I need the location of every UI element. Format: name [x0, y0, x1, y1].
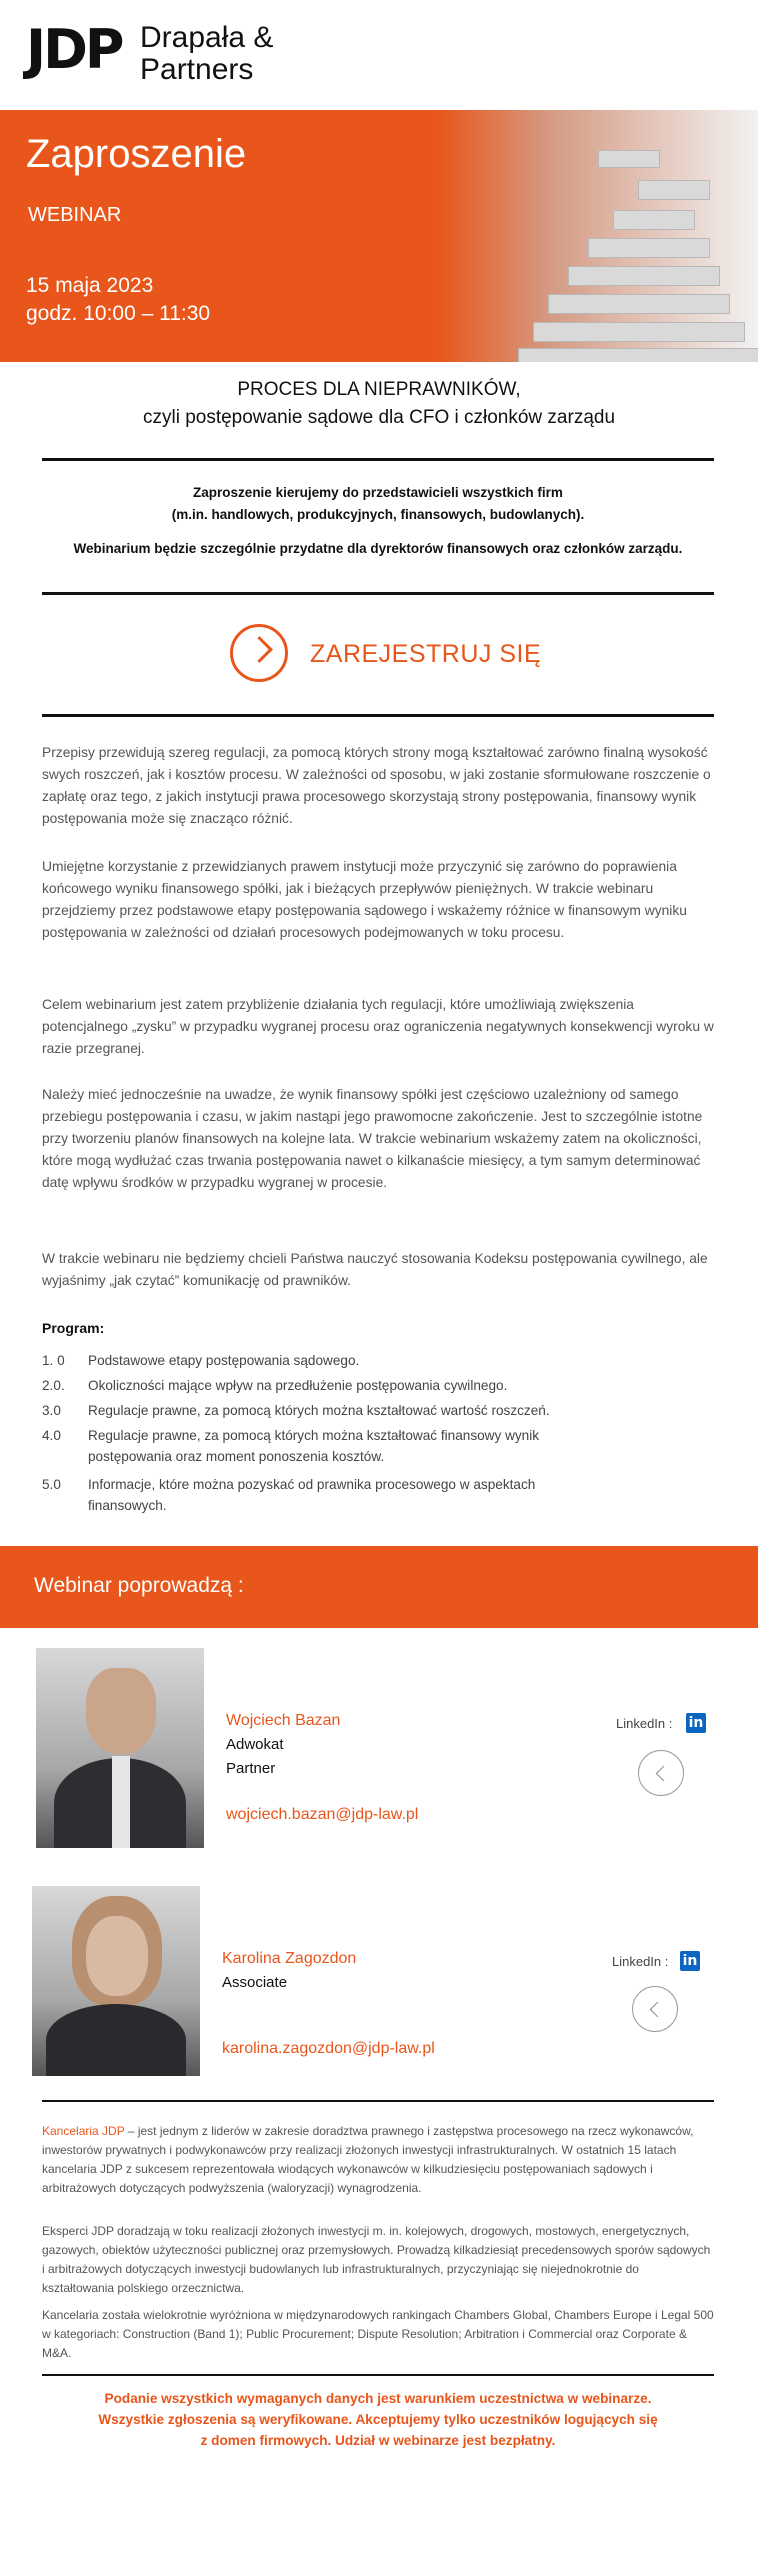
hero-banner: [0, 110, 758, 362]
divider: [42, 592, 714, 595]
body-paragraph: Należy mieć jednocześnie na uwadze, że wynik finansowy spółki jest częściowo uzależniony od samego przebiegu postępowania i czasu, w jakim nastąpi jego prawomocne zakończenie. Jest to szczególnie istotne przy tworzeniu planów finansowych na kolejne lata. W trakcie webinarium wskażemy zatem na okoliczności, które mogą wydłużać czas trwania postępowania nawet o kilkanaście miesięcy, a tym samym determinować datę wpływu środków w przypadku wygranej w procesie.: [42, 1087, 703, 1190]
hero-title: Zaproszenie: [26, 132, 247, 176]
note-line-3: z domen firmowych. Udział w webinarze jest bezpłatny.: [200, 2433, 556, 2448]
speaker-role: Partner: [226, 1760, 276, 1777]
intro-text: [42, 482, 714, 560]
intro-line-3: Webinarium będzie szczególnie przydatne dla dyrektorów finansowych oraz członków zarządu.: [73, 541, 683, 556]
program-text: Podstawowe etapy postępowania sądowego.: [88, 1353, 360, 1368]
logo-line-1: Drapała &: [140, 21, 274, 54]
body-paragraph: W trakcie webinaru nie będziemy chcieli Państwa nauczyć stosowania Kodeksu postępowania cywilnego, ale wyjaśnimy „jak czytać” komunikację od prawników.: [42, 1251, 708, 1288]
linkedin-label: LinkedIn :: [616, 1716, 673, 1731]
linkedin-icon[interactable]: in: [680, 1951, 700, 1971]
title-line-1: PROCES DLA NIEPRAWNIKÓW,: [237, 379, 521, 400]
speaker-email-link[interactable]: karolina.zagozdon@jdp-law.pl: [222, 2040, 435, 2057]
program-number: 3.0: [42, 1403, 61, 1418]
speaker-role: Associate: [222, 1974, 288, 1991]
speaker-photo: [36, 1648, 204, 1848]
divider: [42, 2100, 714, 2102]
hero-image: [438, 110, 758, 362]
linkedin-icon[interactable]: in: [686, 1713, 706, 1733]
program-item: [42, 1375, 702, 1396]
logo-mark: JDP: [26, 18, 122, 81]
program-item: [42, 1350, 702, 1371]
hero-date: 15 maja 2023: [26, 274, 154, 297]
hero-time: godz. 10:00 – 11:30: [26, 302, 211, 325]
program-item: [42, 1400, 702, 1421]
about-paragraph: Eksperci JDP doradzają w toku realizacji złożonych inwestycji m. in. kolejowych, drogowych, mostowych, energetycznych, gazowych, obiektów użyteczności publicznej oraz przemysłowych. Prowadzą kilkadziesiąt precedensowych sporów sądowych i arbitrażowych dotyczących inwestycji budowlanych lub infrastrukturalnych, przyczyniając się niejednokrotnie do kształtowania polskiego orzecznictwa.: [42, 2224, 711, 2295]
program-number: 1. 0: [42, 1353, 65, 1368]
logo-text: [140, 22, 273, 86]
hero-datetime: [26, 272, 210, 328]
program-number: 2.0.: [42, 1378, 65, 1393]
about-lead: Kancelaria JDP: [42, 2124, 125, 2138]
note-line-1: Podanie wszystkich wymaganych danych jest warunkiem uczestnictwa w webinarze.: [104, 2391, 652, 2406]
about-text: – jest jednym z liderów w zakresie doradztwa prawnego i zastępstwa procesowego na rzecz wykonawców, inwestorów prywatnych i podwykonawców przy realizacji złożonych inwestycji infrastrukturalnych. W ostatnich 15 latach kancelaria JDP z sukcesem reprezentowała wiodących wykonawców w kilkudziesięciu postępowaniach sądowych i arbitrażowych dotyczących podwyższenia (waloryzacji) wynagrodzenia.: [42, 2124, 694, 2195]
program-item: [42, 1425, 702, 1467]
page-title: [0, 376, 758, 432]
program-text: Regulacje prawne, za pomocą których można kształtować wartość roszczeń.: [88, 1403, 550, 1418]
speakers-heading: Webinar poprowadzą :: [34, 1574, 244, 1597]
program-heading: Program:: [42, 1320, 105, 1336]
speaker-email-link[interactable]: wojciech.bazan@jdp-law.pl: [226, 1806, 419, 1823]
intro-line-2: (m.in. handlowych, produkcyjnych, finansowych, budowlanych).: [171, 507, 585, 522]
register-link[interactable]: ZAREJESTRUJ SIĘ: [310, 640, 542, 668]
title-line-2: czyli postępowanie sądowe dla CFO i członków zarządu: [142, 407, 616, 428]
logo-line-2: Partners: [140, 53, 254, 86]
body-paragraph: Umiejętne korzystanie z przewidzianych prawem instytucji może przyczynić się zarówno do poprawienia końcowego wyniku finansowego spółki, jak i bieżących przepływów pieniężnych. W trakcie webinaru przejdziemy przez podstawowe etapy postępowania sądowego i wskażemy różnice w finansowym wyniku postępowania w zależności od działań procesowych podejmowanych w toku procesu.: [42, 859, 687, 940]
program-item: [42, 1474, 702, 1516]
program-text: postępowania oraz moment ponoszenia kosztów.: [88, 1449, 385, 1464]
program-text: Informacje, które można pozyskać od prawnika procesowego w aspektach: [88, 1477, 536, 1492]
program-text: Regulacje prawne, za pomocą których można kształtować finansowy wynik: [88, 1428, 540, 1443]
program-text: finansowych.: [88, 1498, 167, 1513]
about-paragraph: Kancelaria została wielokrotnie wyróżniona w międzynarodowych rankingach Chambers Global, Chambers Europe i Legal 500 w kategoriach: Construction (Band 1); Public Procurement; Dispute Resolution; Arbitration i Commercial oraz Corporate & M&A.: [42, 2308, 714, 2360]
body-paragraph: Przepisy przewidują szereg regulacji, za pomocą których strony mogą kształtować zarówno finalną wysokość swych roszczeń, jak i kosztów procesu. W zależności od sposobu, w jaki zostanie sformułowane roszczenie o zapłatę oraz tego, z jakich instytucji prawa procesowego skorzystają strony postępowania, finansowy wynik postępowania może się znacząco różnić.: [42, 745, 711, 826]
speaker-role: Adwokat: [226, 1736, 284, 1753]
linkedin-label: LinkedIn :: [612, 1954, 669, 1969]
divider: [42, 714, 714, 717]
note-line-2: Wszystkie zgłoszenia są weryfikowane. Akceptujemy tylko uczestników logujących się: [98, 2412, 658, 2427]
program-number: 5.0: [42, 1477, 61, 1492]
about-paragraph: [42, 2122, 714, 2198]
divider: [42, 458, 714, 461]
participation-note: [42, 2388, 714, 2451]
speaker-name: Wojciech Bazan: [226, 1712, 341, 1729]
hero-subtitle: WEBINAR: [28, 204, 122, 226]
program-text: Okoliczności mające wpływ na przedłużenie postępowania cywilnego.: [88, 1378, 508, 1393]
speaker-name: Karolina Zagozdon: [222, 1950, 357, 1967]
divider: [42, 2374, 714, 2376]
intro-line-1: Zaproszenie kierujemy do przedstawicieli wszystkich firm: [193, 485, 563, 500]
program-number: 4.0: [42, 1428, 61, 1443]
body-paragraph: Celem webinarium jest zatem przybliżenie działania tych regulacji, które umożliwiają zwiększenia potencjalnego „zysku” w przypadku wygranej procesu oraz ograniczenia negatywnych konsekwencji wyroku w razie przegranej.: [42, 997, 714, 1056]
speaker-photo: [32, 1886, 200, 2076]
